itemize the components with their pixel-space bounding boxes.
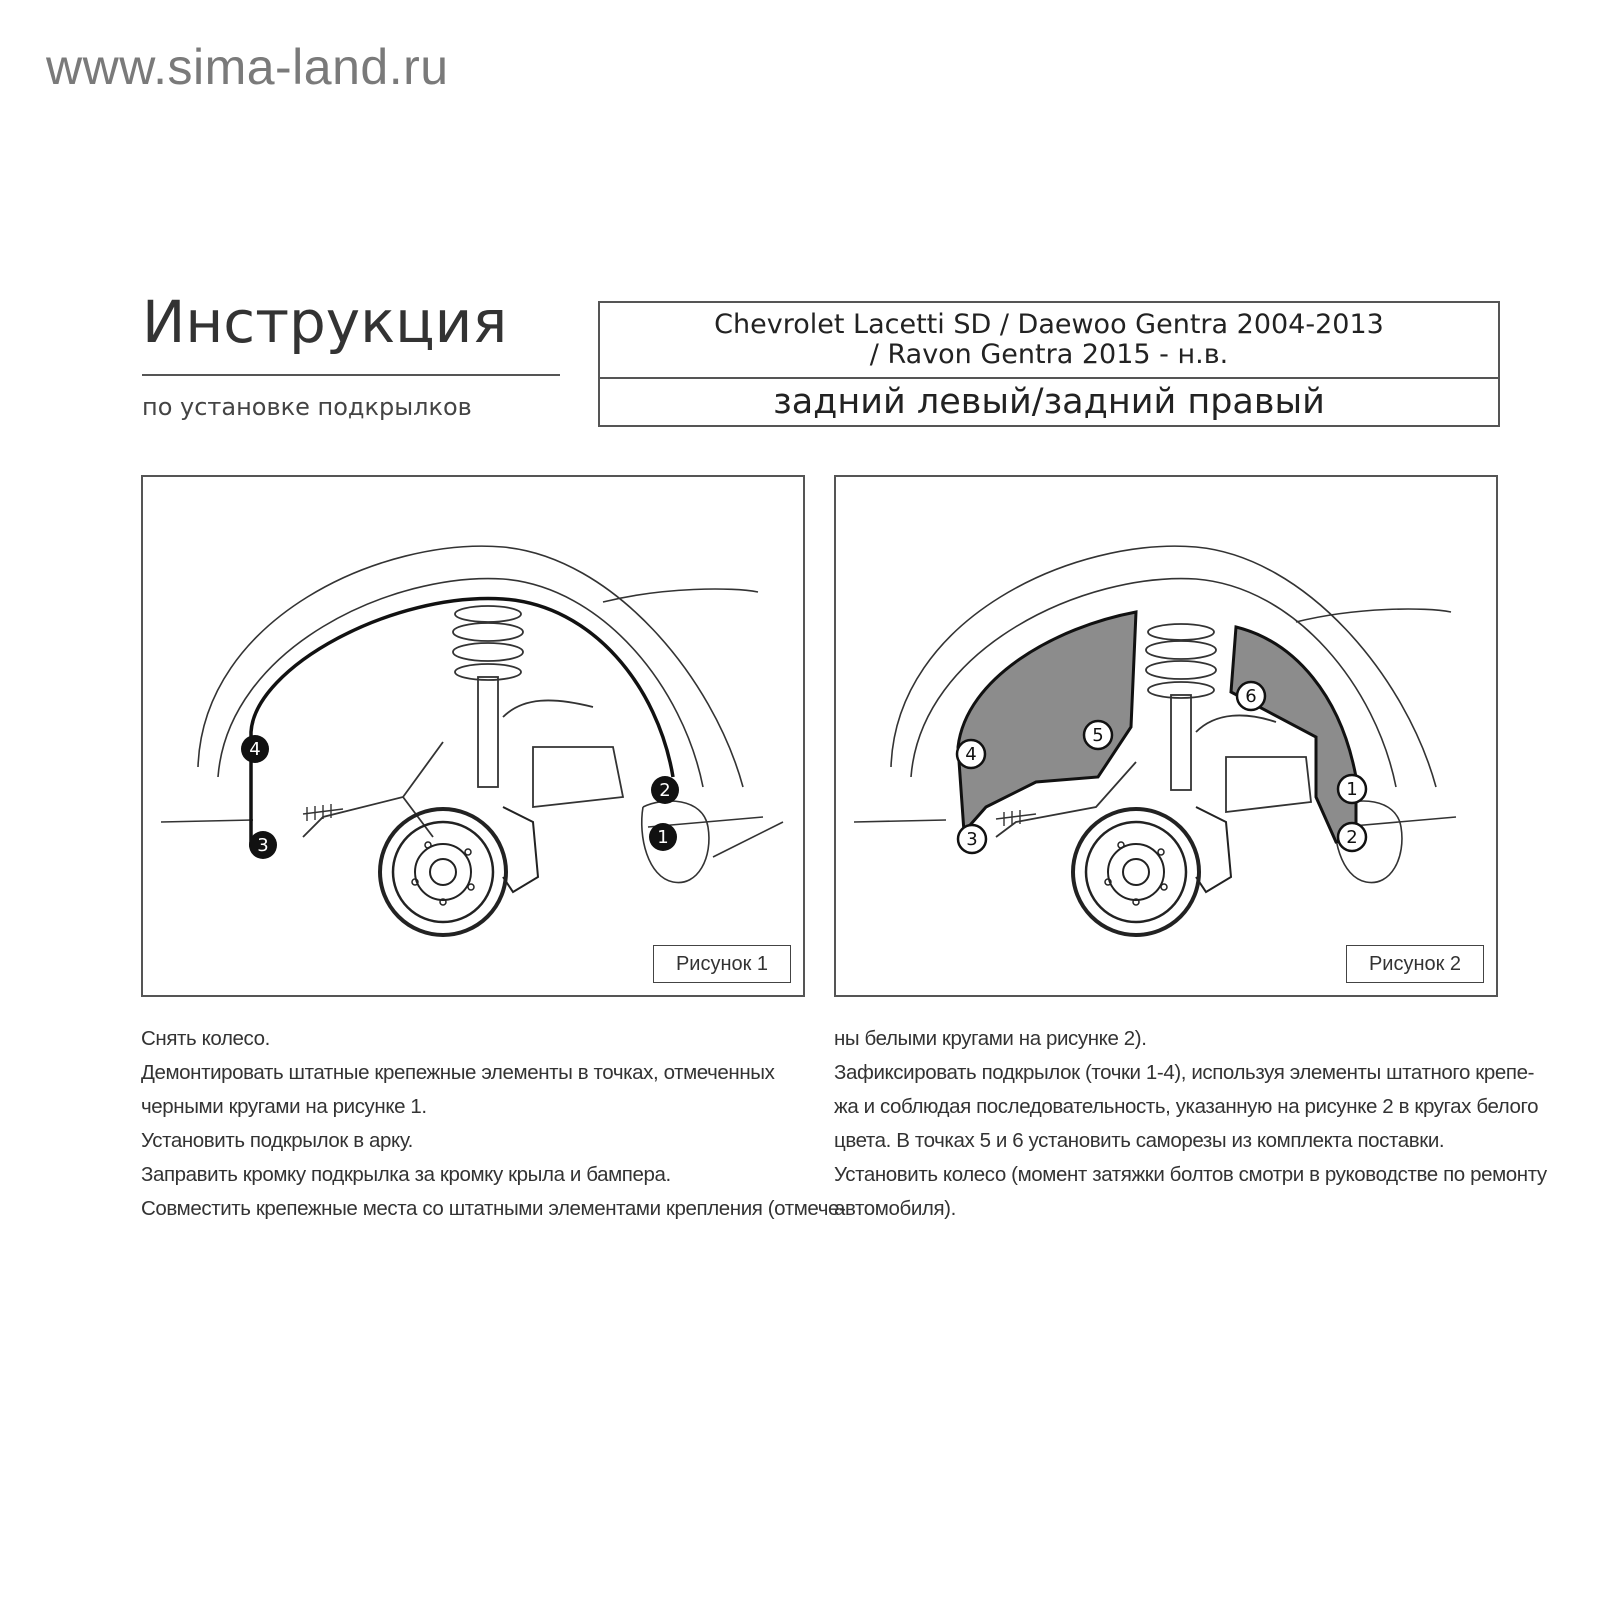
fig1-marker-3: 3: [257, 835, 269, 856]
fig2-marker-6: 6: [1245, 686, 1257, 707]
instruction-line: жа и соблюдая последовательность, указанную на рисунке 2 в кругах белого: [834, 1095, 1539, 1118]
fig1-marker-4: 4: [249, 739, 261, 760]
liner-position-label: задний левый/задний правый: [773, 382, 1325, 422]
model-box-divider: [600, 377, 1498, 379]
page-title: Инструкция: [142, 288, 508, 356]
instruction-line: Установить колесо (момент затяжки болтов смотри в руководстве по ремонту: [834, 1163, 1547, 1186]
fig1-marker-1: 1: [657, 827, 669, 848]
instruction-line: автомобиля).: [834, 1197, 956, 1220]
fig1-marker-2: 2: [659, 780, 671, 801]
figure-1-caption: Рисунок 1: [653, 945, 791, 983]
instruction-line: Зафиксировать подкрылок (точки 1-4), используя элементы штатного крепе-: [834, 1061, 1535, 1084]
fig2-marker-3: 3: [966, 829, 978, 850]
figure-1-drawing: [143, 477, 803, 995]
fig2-marker-1: 1: [1346, 779, 1358, 800]
title-divider: [142, 374, 560, 376]
instruction-line: Демонтировать штатные крепежные элементы в точках, отмеченных: [141, 1061, 775, 1084]
instruction-line: Снять колесо.: [141, 1027, 270, 1050]
figure-1-markers: [241, 735, 679, 859]
watermark-url: www.sima-land.ru: [46, 39, 449, 95]
instruction-line: ны белыми кругами на рисунке 2).: [834, 1027, 1147, 1050]
figure-1: [141, 475, 805, 997]
fig2-marker-4: 4: [965, 744, 977, 765]
figure-2: [834, 475, 1498, 997]
vehicle-model-line-1: Chevrolet Lacetti SD / Daewoo Gentra 2004-2013: [714, 309, 1384, 340]
instruction-line: цвета. В точках 5 и 6 установить саморезы из комплекта поставки.: [834, 1129, 1445, 1152]
instructions-left-column: [141, 1022, 846, 1226]
fig2-marker-5: 5: [1092, 725, 1104, 746]
instruction-line: Совместить крепежные места со штатными элементами крепления (отмече-: [141, 1197, 846, 1220]
instruction-line: Установить подкрылок в арку.: [141, 1129, 413, 1152]
instructions-right-column: [834, 1022, 1547, 1226]
vehicle-model-box: [598, 301, 1500, 427]
figure-2-caption: Рисунок 2: [1346, 945, 1484, 983]
vehicle-model-line-2: / Ravon Gentra 2015 - н.в.: [869, 339, 1229, 370]
figure-2-drawing: [836, 477, 1496, 995]
instruction-line: черными кругами на рисунке 1.: [141, 1095, 427, 1118]
page-subtitle: по установке подкрылков: [142, 393, 472, 421]
fig2-marker-2: 2: [1346, 827, 1358, 848]
instruction-line: Заправить кромку подкрылка за кромку крыла и бампера.: [141, 1163, 671, 1186]
